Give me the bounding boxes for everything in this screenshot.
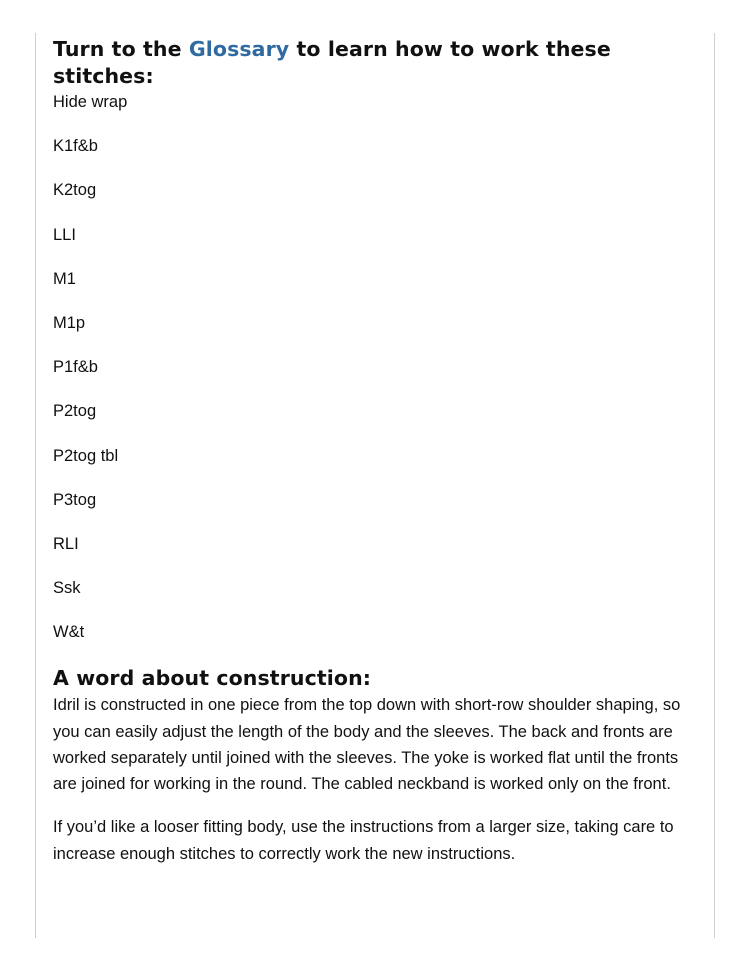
stitch-item: LLI [53,225,76,244]
construction-paragraph-1: Idril is constructed in one piece from the top down with short-row shoulder shaping, so you can easily adjust the length of the body and the sleeves. The back and fronts are worked separately until joined with the sleeves. The yoke is worked flat until the fronts are joined for working in the round. The cabled neckband is worked only on the front. [53,696,681,794]
stitch-item: P2tog [53,402,97,421]
stitch-item: RLI [53,534,79,553]
glossary-heading-suffix: to learn how to work these stitches: [53,37,611,88]
construction-heading: A word about construction: [53,666,372,691]
stitch-item: P1f&b [53,358,98,377]
stitch-list [53,92,703,642]
stitch-item: Hide wrap [53,93,128,111]
stitch-item: P3tog [53,490,97,509]
stitch-item: Ssk [53,579,81,598]
stitch-item: M1p [53,313,86,332]
stitch-item: M1 [53,269,76,288]
stitch-item: K1f&b [53,137,98,156]
glossary-heading [53,36,703,90]
stitch-item: W&t [53,623,85,642]
right-margin-rule [714,33,715,938]
glossary-link[interactable]: Glossary [188,37,290,61]
glossary-heading-prefix: Turn to the [53,37,189,61]
construction-paragraph-2: If you’d like a looser fitting body, use the instructions from a larger size, taking care to increase enough stitches to correctly work the new instructions. [53,818,674,863]
page-content [53,36,703,867]
left-margin-rule [35,33,36,938]
stitch-item: K2tog [53,181,97,200]
stitch-item: P2tog tbl [53,446,119,465]
